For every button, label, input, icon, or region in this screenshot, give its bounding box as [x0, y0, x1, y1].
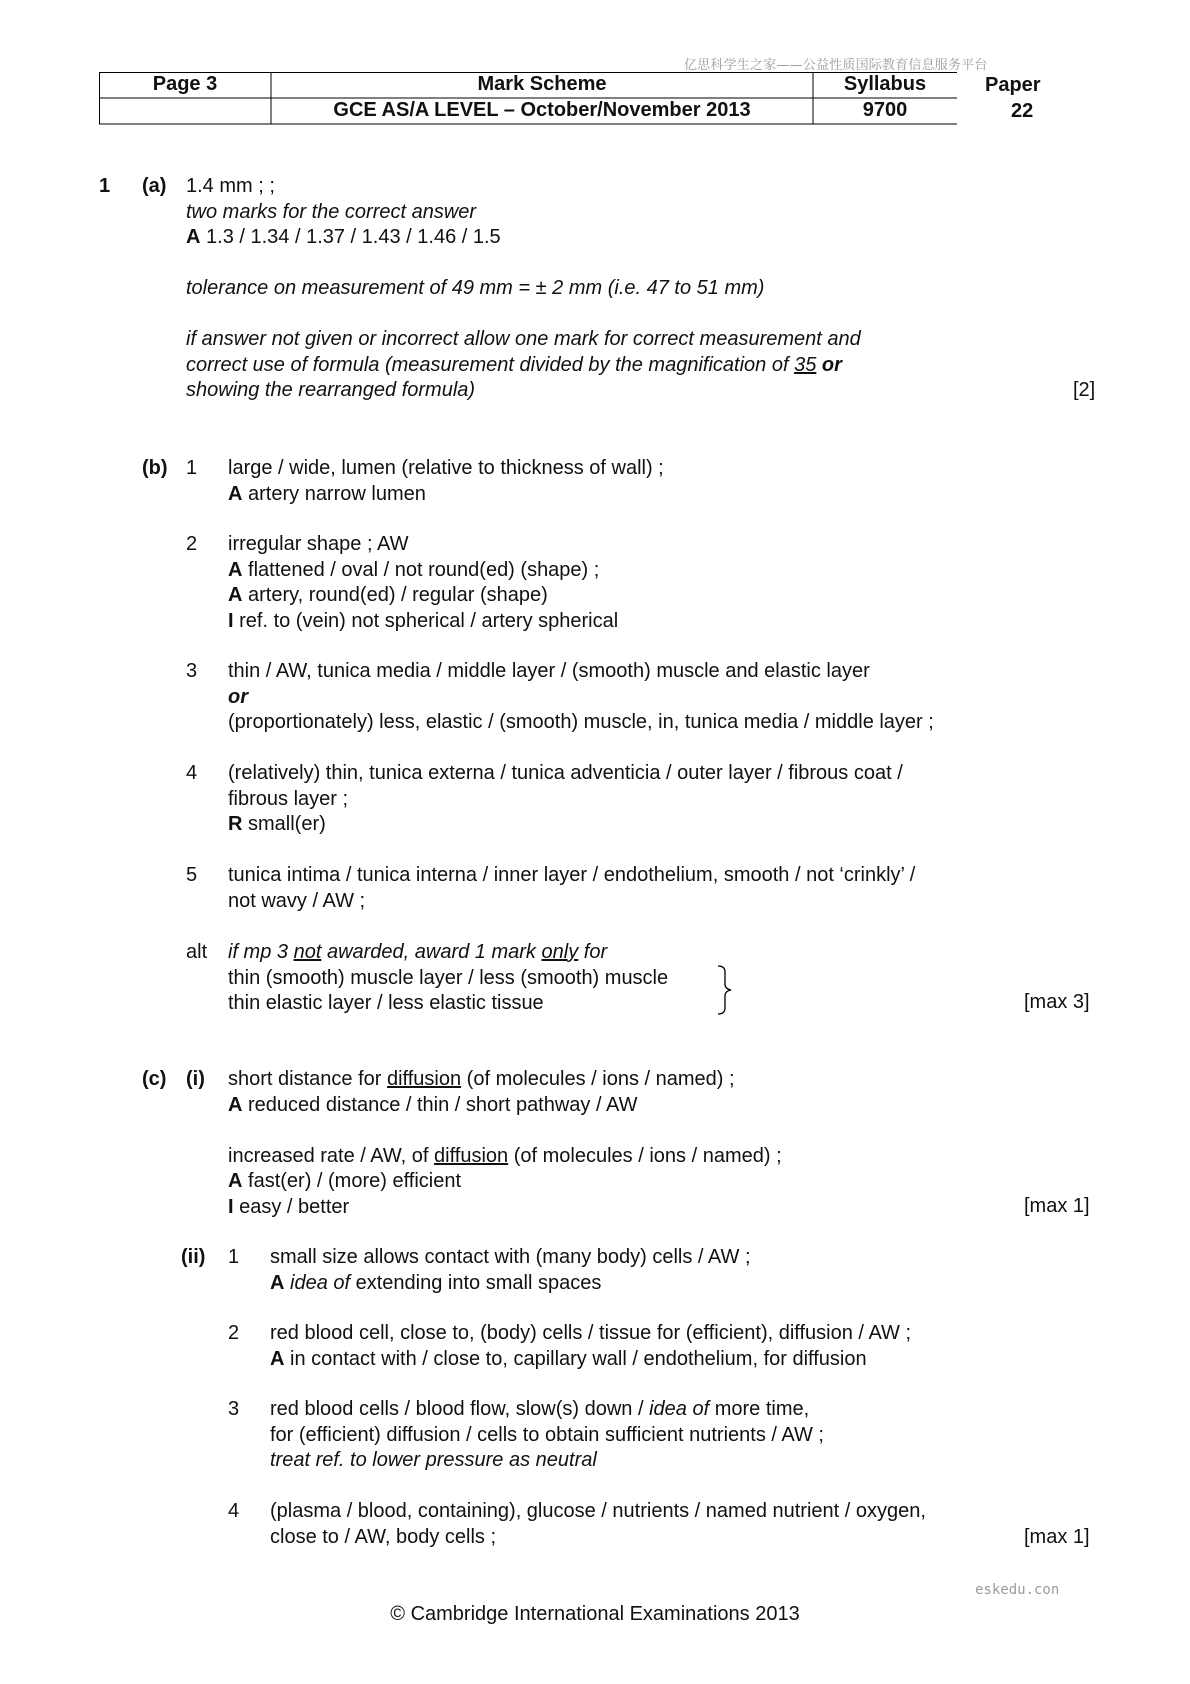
part-b-alt: if mp 3 not awarded, award 1 mark only for thin (smooth) muscle layer / less (smooth) muscle thin elastic layer / less elastic tissue — [228, 941, 669, 1014]
part-c-ii-point-2: red blood cell, close to, (body) cells / tissue for (efficient), diffusion / AW ; A in contact with / close to, capillary wall / endothelium, for diffusion — [270, 1322, 912, 1370]
part-b-point-5: tunica intima / tunica interna / inner layer / endothelium, smooth / not ‘crinkly’ / not wavy / AW ; — [228, 864, 916, 912]
part-c-i-block: short distance for diffusion (of molecules / ions / named) ; A reduced distance / thin / short pathway / AW increased rate / AW, of diffusion (of molecules / ions / named) ; A fast(er) / (more) efficient I easy / better — [228, 1068, 782, 1218]
part-c-i-label: (i) — [186, 1068, 205, 1090]
part-c-ii-point-2-num: 2 — [228, 1322, 240, 1344]
part-b-point-2-num: 2 — [186, 533, 198, 555]
part-c-ii-point-3-num: 3 — [228, 1398, 240, 1420]
part-a-block — [186, 174, 861, 404]
part-b-point-4: (relatively) thin, tunica externa / tunica adventicia / outer layer / fibrous coat / fibrous layer ; R small(er) — [228, 762, 903, 835]
part-b-point-3-num: 3 — [186, 660, 198, 682]
part-b-point-1-num: 1 — [186, 457, 198, 479]
part-c-ii-point-4: (plasma / blood, containing), glucose / nutrients / named nutrient / oxygen, close to / AW, body cells ; — [270, 1500, 926, 1548]
part-a-label: (a) — [142, 175, 167, 197]
header-page: Page 3 — [152, 73, 218, 95]
part-b-point-1: large / wide, lumen (relative to thickness of wall) ; A artery narrow lumen — [228, 457, 664, 505]
header-syllabus: 9700 — [862, 99, 908, 121]
part-a-mark: [2] — [1073, 379, 1096, 401]
header-paper: 22 — [1011, 100, 1034, 122]
part-a-answer: 1.4 mm ; ; — [186, 175, 275, 197]
part-b-alt-label: alt — [186, 941, 208, 963]
part-b-point-2: irregular shape ; AW A flattened / oval / not round(ed) (shape) ; A artery, round(ed) / regular (shape) I ref. to (vein) not spherical / artery spherical — [228, 533, 619, 632]
part-c-ii-point-4-num: 4 — [228, 1500, 240, 1522]
part-a-if-line1: if answer not given or incorrect allow one mark for correct measurement and — [186, 328, 861, 350]
part-c-ii-mark: [max 1] — [1024, 1526, 1090, 1548]
header-table — [99, 72, 957, 124]
part-c-ii-point-3: red blood cells / blood flow, slow(s) down / idea of more time, for (efficient) diffusion / cells to obtain sufficient nutrients / AW ; treat ref. to lower pressure as neutral — [270, 1398, 824, 1471]
footer: © Cambridge International Examinations 2013 — [390, 1603, 800, 1625]
part-b-label: (b) — [142, 457, 168, 479]
part-c-ii-point-1-num: 1 — [228, 1246, 240, 1268]
part-a-accept: A 1.3 / 1.34 / 1.37 / 1.43 / 1.46 / 1.5 — [186, 226, 501, 248]
part-c-ii-point-1: small size allows contact with (many body) cells / AW ; A idea of extending into small spaces — [270, 1246, 751, 1294]
bracket-icon — [716, 964, 738, 1016]
header-empty-cell — [99, 98, 271, 123]
header-paper-label: Paper — [985, 74, 1041, 96]
part-c-i-mark: [max 1] — [1024, 1195, 1090, 1217]
header-title: Mark Scheme — [477, 73, 607, 95]
header-exam: GCE AS/A LEVEL – October/November 2013 — [333, 99, 751, 121]
watermark-top: 亿思科学生之家——公益性质国际教育信息服务平台 — [684, 58, 988, 73]
footer-watermark: eskedu.con — [975, 1582, 1060, 1598]
part-a-note: two marks for the correct answer — [186, 200, 477, 223]
part-a-if-line2: correct use of formula (measurement divided by the magnification of 35 or — [186, 353, 842, 376]
part-b-point-5-num: 5 — [186, 864, 198, 886]
part-b-mark: [max 3] — [1024, 991, 1090, 1013]
part-b-point-4-num: 4 — [186, 762, 198, 784]
part-c-ii-label: (ii) — [181, 1246, 206, 1268]
question-number: 1 — [99, 175, 111, 197]
part-b-point-3: thin / AW, tunica media / middle layer / (smooth) muscle and elastic layer or (proportionately) less, elastic / (smooth) muscle, in, tunica media / middle layer ; — [228, 660, 934, 733]
header-syllabus-label: Syllabus — [843, 73, 927, 95]
part-a-tolerance: tolerance on measurement of 49 mm = ± 2 mm (i.e. 47 to 51 mm) — [186, 277, 765, 299]
part-c-label: (c) — [142, 1068, 167, 1090]
part-a-if-line3: showing the rearranged formula) — [186, 379, 476, 401]
